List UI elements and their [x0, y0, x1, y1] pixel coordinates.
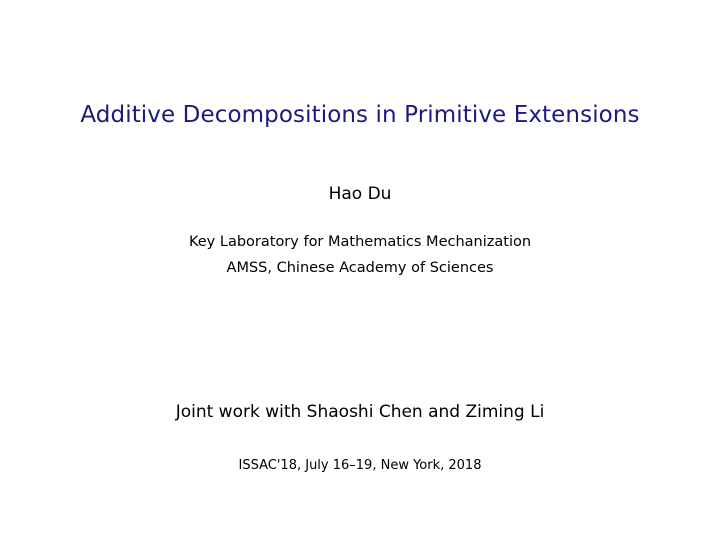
presentation-title: Additive Decompositions in Primitive Extensions: [80, 102, 640, 128]
conference-venue: ISSAC'18, July 16–19, New York, 2018: [238, 458, 482, 473]
affiliation-line-2: AMSS, Chinese Academy of Sciences: [226, 260, 494, 276]
affiliation-line-1: Key Laboratory for Mathematics Mechanization: [188, 234, 532, 250]
author-name: Hao Du: [328, 184, 392, 204]
joint-work-note: Joint work with Shaoshi Chen and Ziming Li: [175, 402, 545, 422]
